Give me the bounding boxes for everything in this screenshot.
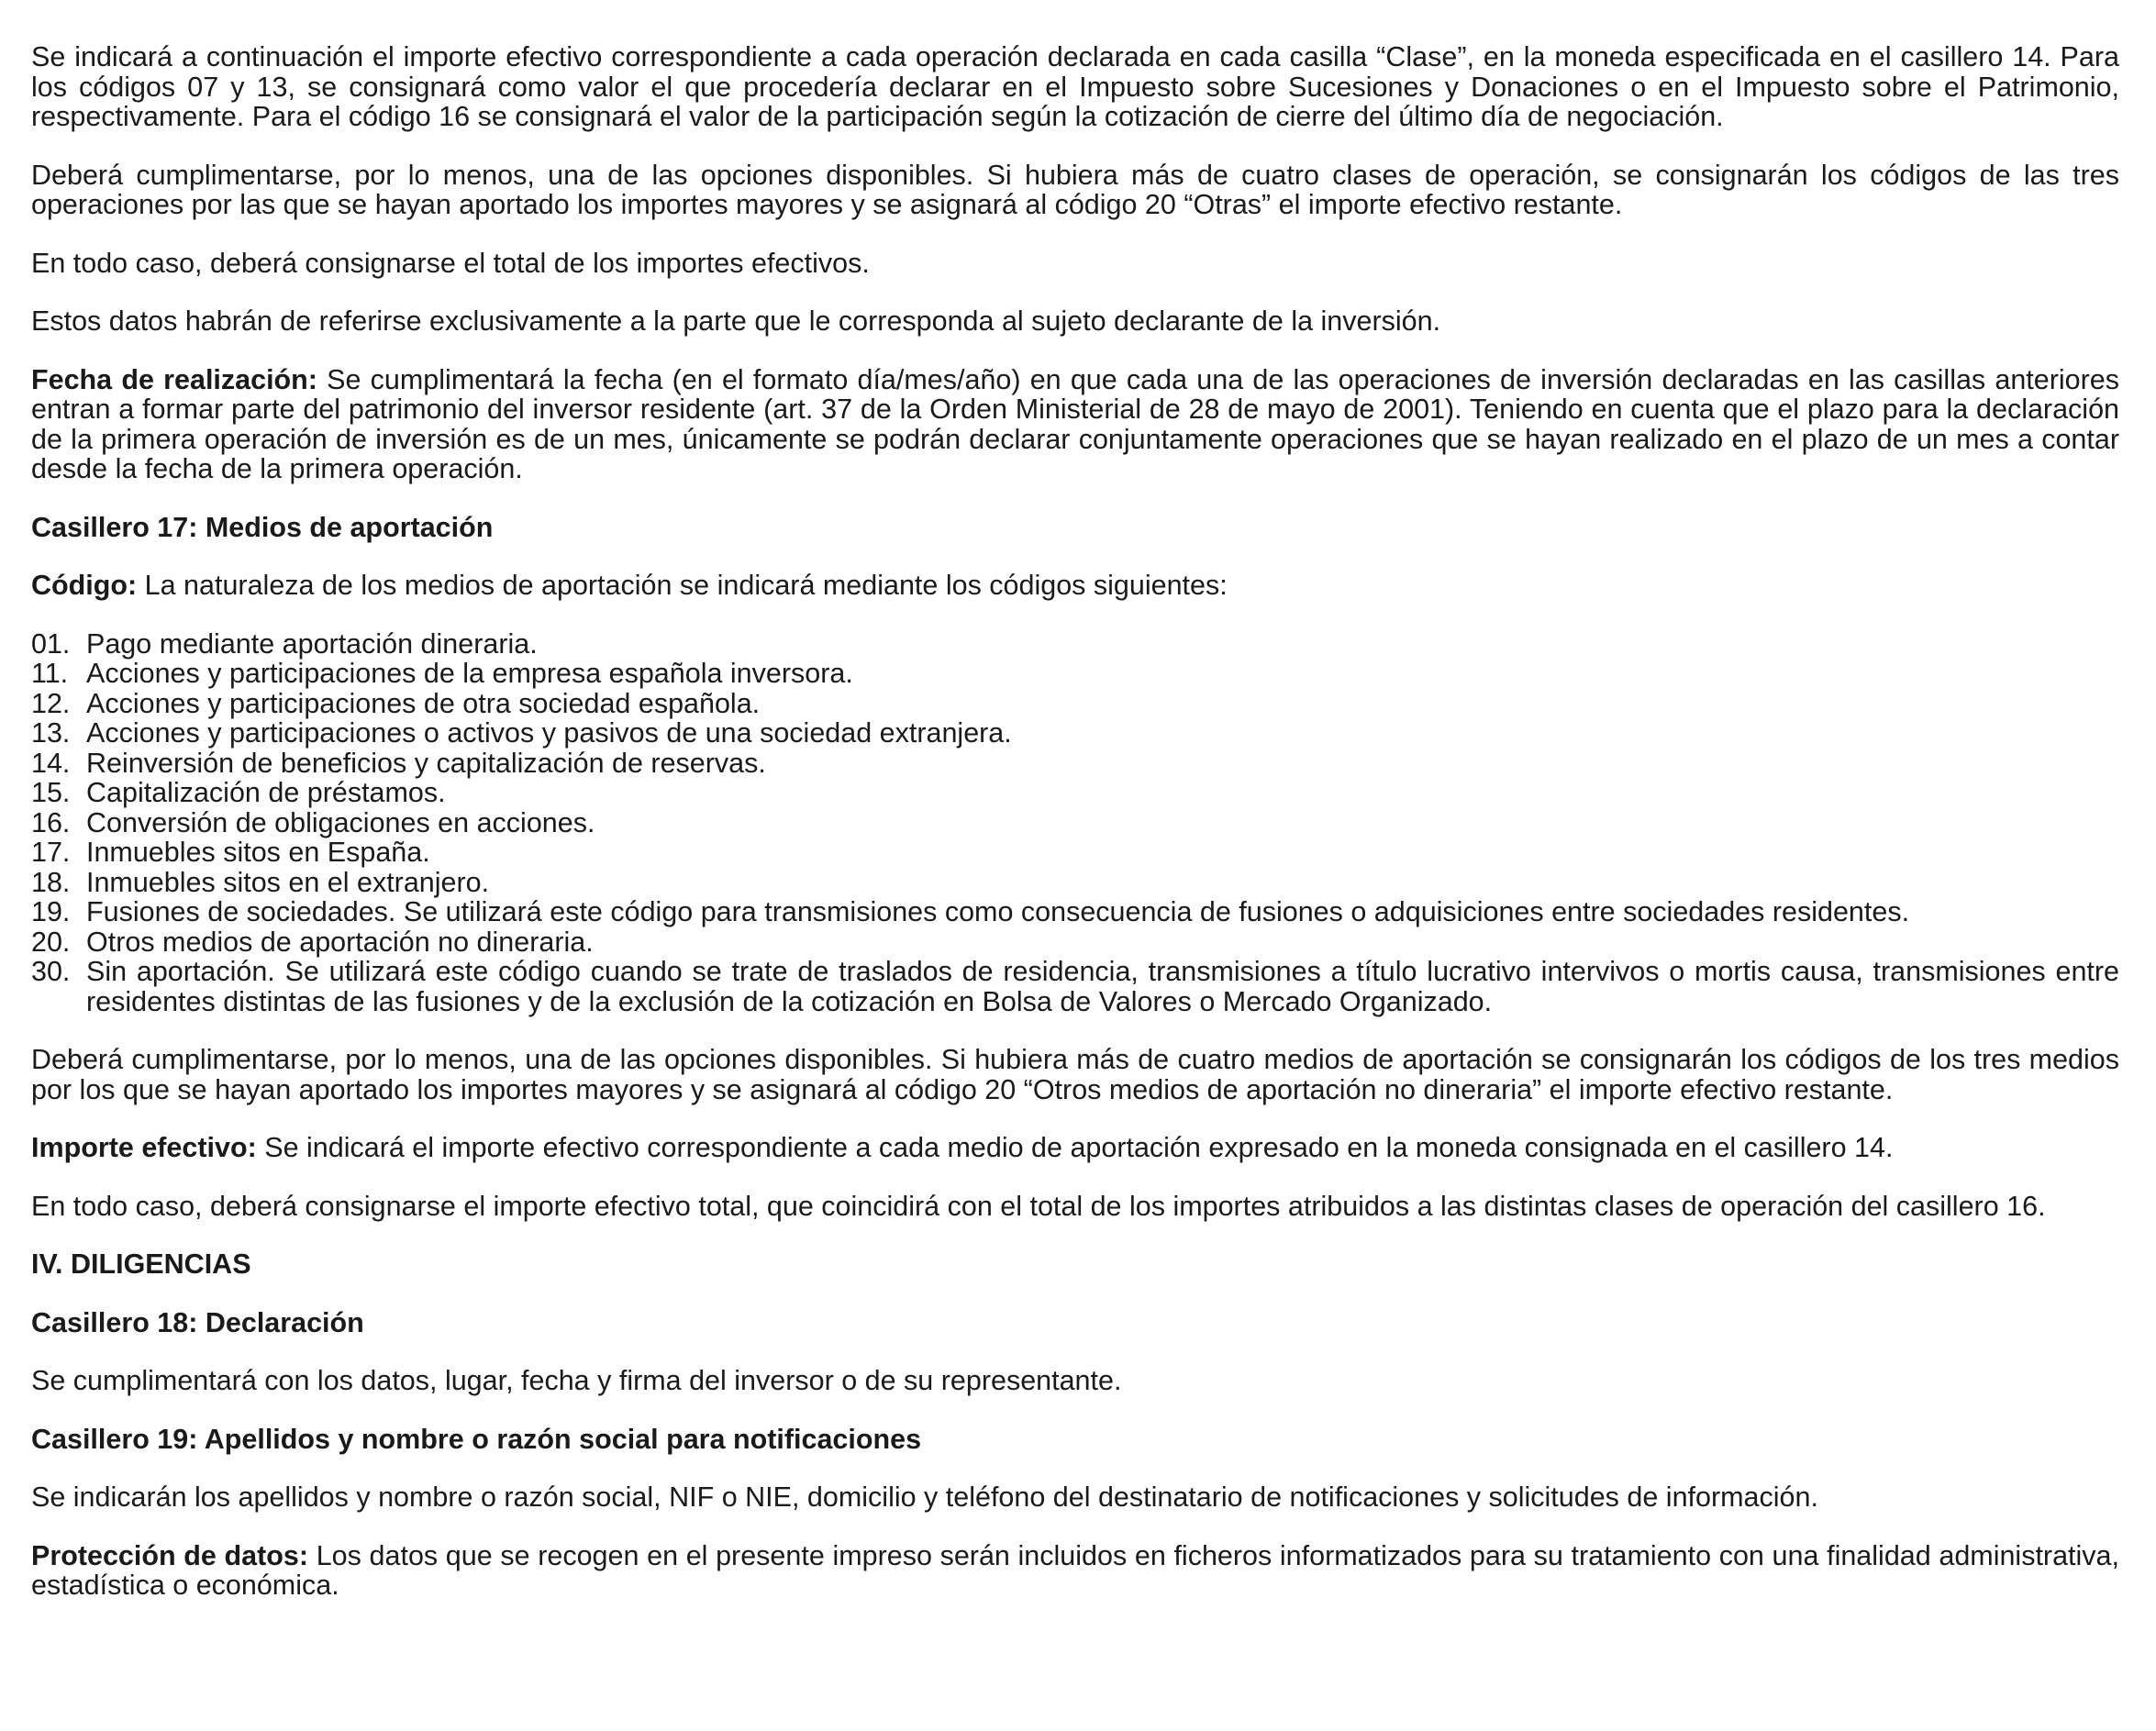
paragraph-codigo xyxy=(31,571,2119,601)
list-item xyxy=(31,689,2119,719)
code-text: Acciones y participaciones o activos y pasivos de una sociedad extranjera. xyxy=(86,717,1012,749)
paragraph-casillero-18: Se cumplimentará con los datos, lugar, fecha y firma del inversor o de su representante. xyxy=(31,1365,1122,1396)
code-number: 20. xyxy=(31,926,71,958)
list-item xyxy=(31,659,2119,689)
list-item xyxy=(31,778,2119,808)
paragraph-importe-efectivo xyxy=(31,1133,2119,1163)
list-item xyxy=(31,749,2119,779)
paragraph-casillero-19: Se indicarán los apellidos y nombre o razón social, NIF o NIE, domicilio y teléfono del destinatario de notificaciones y solicitudes de información. xyxy=(31,1481,1818,1513)
fecha-label: Fecha de realización: xyxy=(31,363,317,395)
paragraph-proteccion-datos xyxy=(31,1541,2119,1601)
code-text: Inmuebles sitos en España. xyxy=(86,837,430,868)
importe-text: Se indicará el importe efectivo correspondiente a cada medio de aportación expresado en la moneda consignada en el casillero 14. xyxy=(256,1132,1894,1163)
code-number: 12. xyxy=(31,687,71,719)
code-text: Acciones y participaciones de la empresa española inversora. xyxy=(86,658,853,689)
code-text: Reinversión de beneficios y capitalización de reservas. xyxy=(86,747,766,779)
paragraph-fecha-realizacion xyxy=(31,365,2119,484)
list-item xyxy=(31,868,2119,898)
code-number: 11. xyxy=(31,658,69,689)
code-text: Conversión de obligaciones en acciones. xyxy=(86,806,595,838)
code-text: Fusiones de sociedades. Se utilizará este código para transmisiones como consecuencia de fusiones o adquisiciones entre sociedades residentes. xyxy=(86,896,1910,927)
code-text: Otros medios de aportación no dineraria. xyxy=(86,926,594,958)
list-item xyxy=(31,897,2119,927)
paragraph-opciones-medios: Deberá cumplimentarse, por lo menos, una de las opciones disponibles. Si hubiera más de cuatro medios de aportación se consignarán los códigos de los tres medios por los que se hayan aportado los importes mayores y se asignará al código 20 “Otros medios de aportación no dineraria” el importe efectivo restante. xyxy=(31,1044,2119,1105)
fecha-text: Se cumplimentará la fecha (en el formato día/mes/año) en que cada una de las operaciones de inversión declaradas en las casillas anteriores entran a formar parte del patrimonio del inversor residente (art. 37 de la Orden Ministerial de 28 de mayo de 2001). Teniendo en cuenta que el plazo para la declaración de la primera operación de inversión es de un mes, únicamente se podrán declarar conjuntamente operaciones que se hayan realizado en el plazo de un mes a contar desde la fecha de la primera operación. xyxy=(31,363,2120,484)
paragraph-importe-total: En todo caso, deberá consignarse el importe efectivo total, que coincidirá con el total de los importes atribuidos a las distintas clases de operación del casillero 16. xyxy=(31,1190,2046,1222)
paragraph-importe-efectivo-clase: Se indicará a continuación el importe efectivo correspondiente a cada operación declarada en cada casilla “Clase”, en la moneda especificada en el casillero 14. Para los códigos 07 y 13, se consignará como valor el que procedería declarar en el Impuesto sobre Sucesiones y Donaciones o en el Impuesto sobre el Patrimonio, respectivamente. Para el código 16 se consignará el valor de la participación según la cotización de cierre del último día de negociación. xyxy=(31,41,2119,132)
code-number: 19. xyxy=(31,896,71,927)
code-text: Acciones y participaciones de otra sociedad española. xyxy=(86,687,761,719)
list-item xyxy=(31,838,2119,868)
code-text: Inmuebles sitos en el extranjero. xyxy=(86,866,490,898)
codes-list xyxy=(31,629,2119,1017)
paragraph-opciones-clases: Deberá cumplimentarse, por lo menos, una de las opciones disponibles. Si hubiera más de cuatro clases de operación, se consignarán los códigos de las tres operaciones por las que se hayan aportado los importes mayores y se asignará al código 20 “Otras” el importe efectivo restante. xyxy=(31,159,2119,220)
code-number: 18. xyxy=(31,866,71,898)
document-page xyxy=(31,42,2119,1601)
heading-section-iv: IV. DILIGENCIAS xyxy=(31,1248,251,1280)
code-number: 16. xyxy=(31,806,71,838)
paragraph-total-importes: En todo caso, deberá consignarse el total de los importes efectivos. xyxy=(31,247,870,279)
proteccion-text: Los datos que se recogen en el presente impreso serán incluidos en ficheros informatizados para su tratamiento con una finalidad administrativa, estadística o económica. xyxy=(31,1539,2119,1601)
importe-label: Importe efectivo: xyxy=(31,1132,257,1163)
heading-casillero-17: Casillero 17: Medios de aportación xyxy=(31,511,494,543)
proteccion-label: Protección de datos: xyxy=(31,1539,309,1571)
code-number: 17. xyxy=(31,837,71,868)
code-number: 01. xyxy=(31,627,71,660)
list-item xyxy=(31,808,2119,838)
list-item xyxy=(31,718,2119,749)
code-text: Sin aportación. Se utilizará este código cuando se trate de traslados de residencia, transmisiones a título lucrativo intervivos o mortis causa, transmisiones entre residentes distintas de las fusiones y de la exclusión de la cotización en Bolsa de Valores o Mercado Organizado. xyxy=(86,956,2119,1017)
code-text: Capitalización de préstamos. xyxy=(86,777,446,808)
list-item xyxy=(31,957,2119,1016)
list-item xyxy=(31,629,2119,660)
heading-casillero-19: Casillero 19: Apellidos y nombre o razón social para notificaciones xyxy=(31,1423,922,1455)
codigo-label: Código: xyxy=(31,570,138,601)
code-number: 15. xyxy=(31,777,71,808)
heading-casillero-18: Casillero 18: Declaración xyxy=(31,1306,364,1338)
codigo-text: La naturaleza de los medios de aportación se indicará mediante los códigos siguientes: xyxy=(137,570,1228,601)
paragraph-sujeto-declarante: Estos datos habrán de referirse exclusivamente a la parte que le corresponda al sujeto declarante de la inversión. xyxy=(31,305,1441,337)
code-number: 30. xyxy=(31,956,71,987)
list-item xyxy=(31,927,2119,958)
code-number: 14. xyxy=(31,747,71,779)
code-text: Pago mediante aportación dineraria. xyxy=(86,627,538,660)
code-number: 13. xyxy=(31,717,71,749)
